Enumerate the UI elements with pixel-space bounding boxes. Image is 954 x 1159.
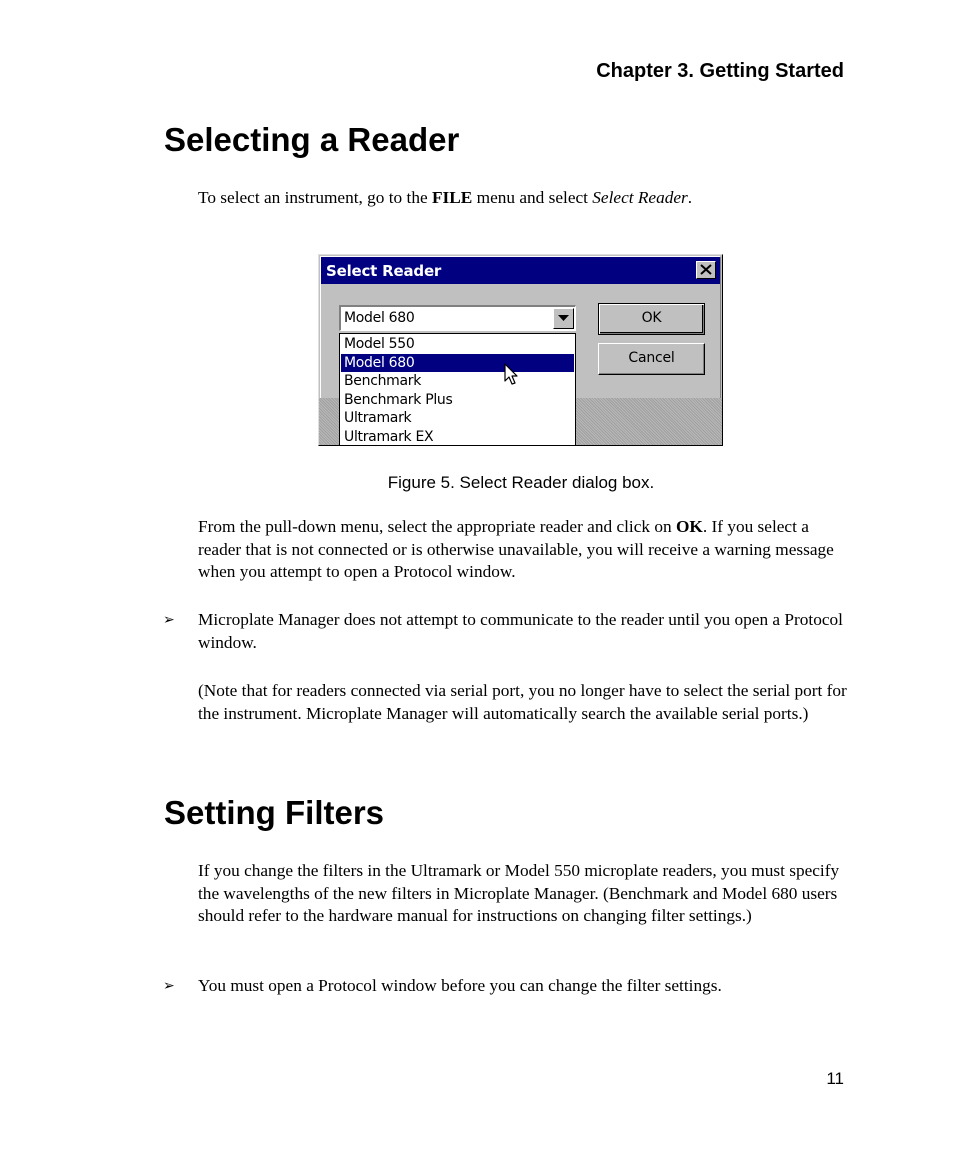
cancel-button[interactable]: Cancel (598, 343, 705, 375)
list-item-benchmark[interactable]: Benchmark (344, 373, 422, 389)
page-number: 11 (826, 1069, 844, 1088)
list-item-model-550[interactable]: Model 550 (344, 336, 415, 352)
intro-text-post: . (687, 188, 693, 207)
list-item-ultramark[interactable]: Ultramark (344, 410, 412, 426)
list-item-ultramark-ex[interactable]: Ultramark EX (344, 428, 434, 445)
figure-caption: Figure 5. Select Reader dialog box. (387, 473, 655, 492)
reader-dropdown-list[interactable] (339, 333, 576, 446)
pulldown-paragraph (198, 516, 850, 584)
dialog-titlebar[interactable] (321, 257, 720, 284)
pulldown-text-ok: OK (675, 517, 703, 536)
intro-paragraph (198, 187, 850, 210)
pulldown-text-post: . If you select a reader that is not connected or is otherwise unavailable, you will receive a warning message when you attempt to open a Protocol window. (198, 517, 834, 581)
chevron-down-icon (558, 315, 569, 321)
intro-text-file: FILE (431, 188, 473, 207)
chapter-header: Chapter 3. Getting Started (596, 60, 844, 82)
section-heading-selecting-reader: Selecting a Reader (164, 121, 460, 158)
close-button[interactable] (696, 261, 716, 279)
close-x-icon (700, 264, 712, 275)
mouse-pointer-icon (504, 363, 518, 387)
list-item-benchmark-plus[interactable]: Benchmark Plus (344, 391, 453, 408)
combo-dropdown-button[interactable] (553, 308, 574, 329)
select-reader-dialog (318, 254, 723, 446)
dialog-title: Select Reader (326, 262, 442, 280)
bullet-text-communicate: Microplate Manager does not attempt to communicate to the reader until you open a Protocol window. (198, 610, 843, 652)
ok-button[interactable]: OK (598, 303, 705, 335)
intro-text-select-reader: Select Reader (592, 188, 688, 207)
pulldown-text-pre: From the pull-down menu, select the appropriate reader and click on (198, 517, 676, 536)
combo-selected-value: Model 680 (344, 310, 415, 326)
serial-port-note: (Note that for readers connected via serial port, you no longer have to select the serial port for the instrument. Microplate Manager will automatically search the available serial ports.) (198, 681, 847, 723)
bullet-text-protocol: You must open a Protocol window before you can change the filter settings. (198, 976, 722, 995)
list-item-model-680[interactable]: Model 680 (341, 354, 574, 373)
bullet-arrow-icon: ➢ (163, 612, 175, 628)
intro-text-mid: menu and select (472, 188, 593, 207)
reader-combo-box[interactable] (339, 305, 576, 331)
intro-text-pre: To select an instrument, go to the (198, 188, 432, 207)
bullet-arrow-icon: ➢ (163, 978, 175, 994)
filters-paragraph: If you change the filters in the Ultramark or Model 550 microplate readers, you must specify the wavelengths of the new filters in Microplate Manager. (Benchmark and Model 680 users should refer to the hardware manual for instructions on changing filter settings.) (198, 861, 840, 925)
section-heading-setting-filters: Setting Filters (164, 794, 385, 831)
